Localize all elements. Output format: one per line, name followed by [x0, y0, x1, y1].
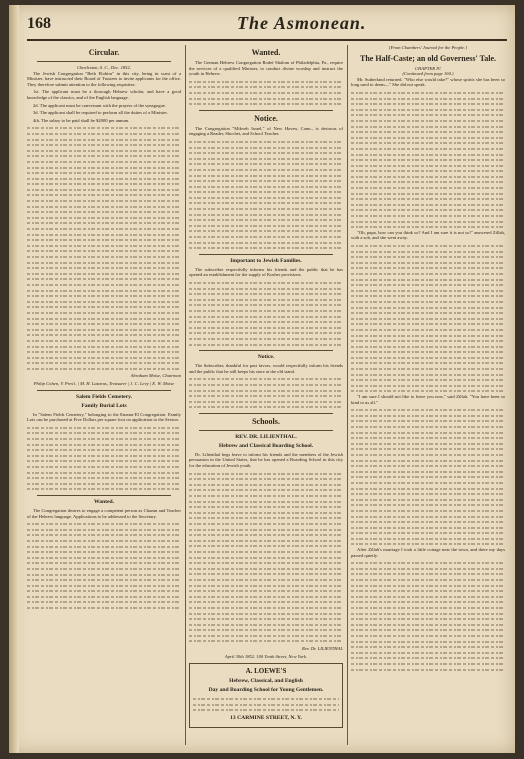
circular-item: 3d. The applicant shall be required to perform all the duties of a Minister. — [33, 110, 168, 116]
officers-list: Philip Cohen, V. Pres't. | M. H. Lazarus, Treasurer | J. C. Levy | E. W. Moise — [33, 381, 175, 387]
text-line — [189, 638, 343, 644]
signature: Abraham Moise, Chairman — [130, 373, 181, 379]
advert-line: Hebrew, Classical, and English — [229, 678, 303, 685]
school-text: Dr. Lilienthal begs leave to inform his friends and the members of the Jewish persuasion in the United States, that he has opened a Boarding School in this city for the education of Jewish youth. — [189, 451, 343, 469]
cemetery-subheading: Family Burial Lots — [81, 402, 127, 409]
story-chapter: CHAPTER IV. — [414, 65, 442, 71]
column-3 — [351, 45, 505, 745]
school-advert — [189, 663, 343, 728]
text-line — [351, 388, 505, 394]
school-signature: Rev. Dr. LILIENTHAL — [301, 646, 343, 652]
schools-heading: Schools. — [252, 416, 280, 426]
school-address: April 30th 1852. 100 Tenth Street, New York. — [224, 653, 308, 659]
text-line — [351, 667, 505, 673]
important-text: The subscriber respectfully informs his friends and the public that he has opened an establishment for the supply of Kosher provisions. — [189, 266, 343, 278]
newspaper-page — [9, 5, 515, 753]
circular-heading: Circular. — [88, 48, 120, 57]
text-line — [193, 707, 339, 713]
advert-address: 13 CARMINE STREET, N. Y. — [230, 715, 302, 722]
story-paragraph: "Oh, papa, how can you think so? And I am sure it is not so!" answered Zillah, with a sob, and she went away. — [351, 229, 505, 241]
story-paragraph: Mr. Sutherland returned. "Who else would take?" whose spirits she has been so long used to deem—" She did not speak. — [351, 76, 505, 88]
notice-text: The Subscriber, thankful for past favors, would respectfully inform his friends and the public that he still keeps his store at the old stand. — [189, 363, 343, 374]
page-spine — [9, 5, 19, 753]
notice-text: The Congregation "Mikveh Israel," of New Haven, Conn., is desirous of engaging a Reader, Shochet, and School Teacher. — [189, 125, 343, 137]
column-rule — [347, 45, 348, 745]
divider — [199, 110, 333, 111]
masthead — [27, 13, 507, 41]
divider — [199, 413, 333, 414]
story-continued: (Continued from page 160.) — [402, 71, 454, 77]
story-title: The Half-Caste; an old Governess' Tale. — [359, 53, 496, 63]
school-subhead: Hebrew and Classical Boarding School. — [218, 442, 314, 449]
school-head: REV. DR. LILIENTHAL. — [235, 433, 297, 440]
reprint-note: [From Chambers' Journal for the People.] — [388, 45, 468, 50]
divider — [199, 350, 333, 351]
advert-line: Day and Boarding School for Young Gentlemen. — [208, 687, 324, 694]
columns — [27, 45, 507, 745]
cemetery-text: In "Salem Fields Cemetery," belonging to the Emanu-El Congregation. Family Lots can be purchased at Five Dollars per square foot on application to the Sexton. — [27, 411, 181, 423]
text-line — [189, 245, 343, 251]
divider — [37, 61, 171, 62]
text-line — [351, 541, 505, 547]
advert-name: A. LOEWE'S — [245, 667, 287, 676]
cemetery-heading: Salem Fields Cemetery. — [75, 393, 133, 400]
text-line — [27, 486, 181, 492]
story-paragraph: "I am sure I should not like to leave you now," said Zillah. "You have been so kind to us all." — [351, 394, 505, 405]
circular-item: 1st. The applicant must be a thorough Hebrew scholar, and have a good knowledge of the classics, and of the English language. — [27, 89, 181, 100]
important-heading: Important to Jewish Families. — [230, 257, 302, 264]
circular-dateline: Charleston, S. C., Dec. 1852. — [77, 65, 131, 70]
text-line — [189, 404, 343, 410]
divider — [199, 254, 333, 255]
circular-intro: The Jewish Congregation "Beth Elohim" in this city, being in want of a Minister, have instructed their Board of Trustees to invite applicants for the office. They therefore submit attention to the following requisites: — [27, 70, 181, 87]
journal-title: The Asmonean. — [237, 13, 367, 33]
divider — [199, 430, 333, 431]
story-paragraph: After Zillah's marriage I took a little cottage near the town, and there my days passed quietly. — [351, 547, 505, 558]
text-line — [189, 101, 343, 107]
circular-item: 2d. The applicant must be conversant with the prayers of the synagogue. — [33, 102, 166, 108]
circular-item: 4th. The salary to be paid shall be $2000 per annum. — [33, 117, 130, 123]
divider — [37, 495, 171, 496]
divider — [37, 390, 171, 391]
text-line — [27, 605, 181, 611]
text-line — [27, 366, 181, 372]
notice-heading: Notice. — [254, 113, 278, 123]
column-1 — [27, 45, 181, 745]
column-rule — [185, 45, 186, 745]
notice-heading: Notice. — [257, 354, 275, 361]
wanted-heading: Wanted. — [93, 498, 115, 505]
wanted-text: The Congregation desires to engage a competent person as Chazan and Teacher of the Hebrew language. Applications to be addressed to the Secretary. — [27, 507, 181, 519]
column-2 — [189, 45, 343, 745]
page-number: 168 — [27, 15, 51, 32]
text-line — [189, 342, 343, 348]
wanted-text: The German Hebrew Congregation Rodef Shalom of Philadelphia, Pa., require the services of a qualified Minister, to conduct divine worship and instruct the youth in Hebrew. — [189, 60, 343, 77]
wanted-heading: Wanted. — [251, 48, 281, 57]
text-line — [351, 224, 505, 230]
